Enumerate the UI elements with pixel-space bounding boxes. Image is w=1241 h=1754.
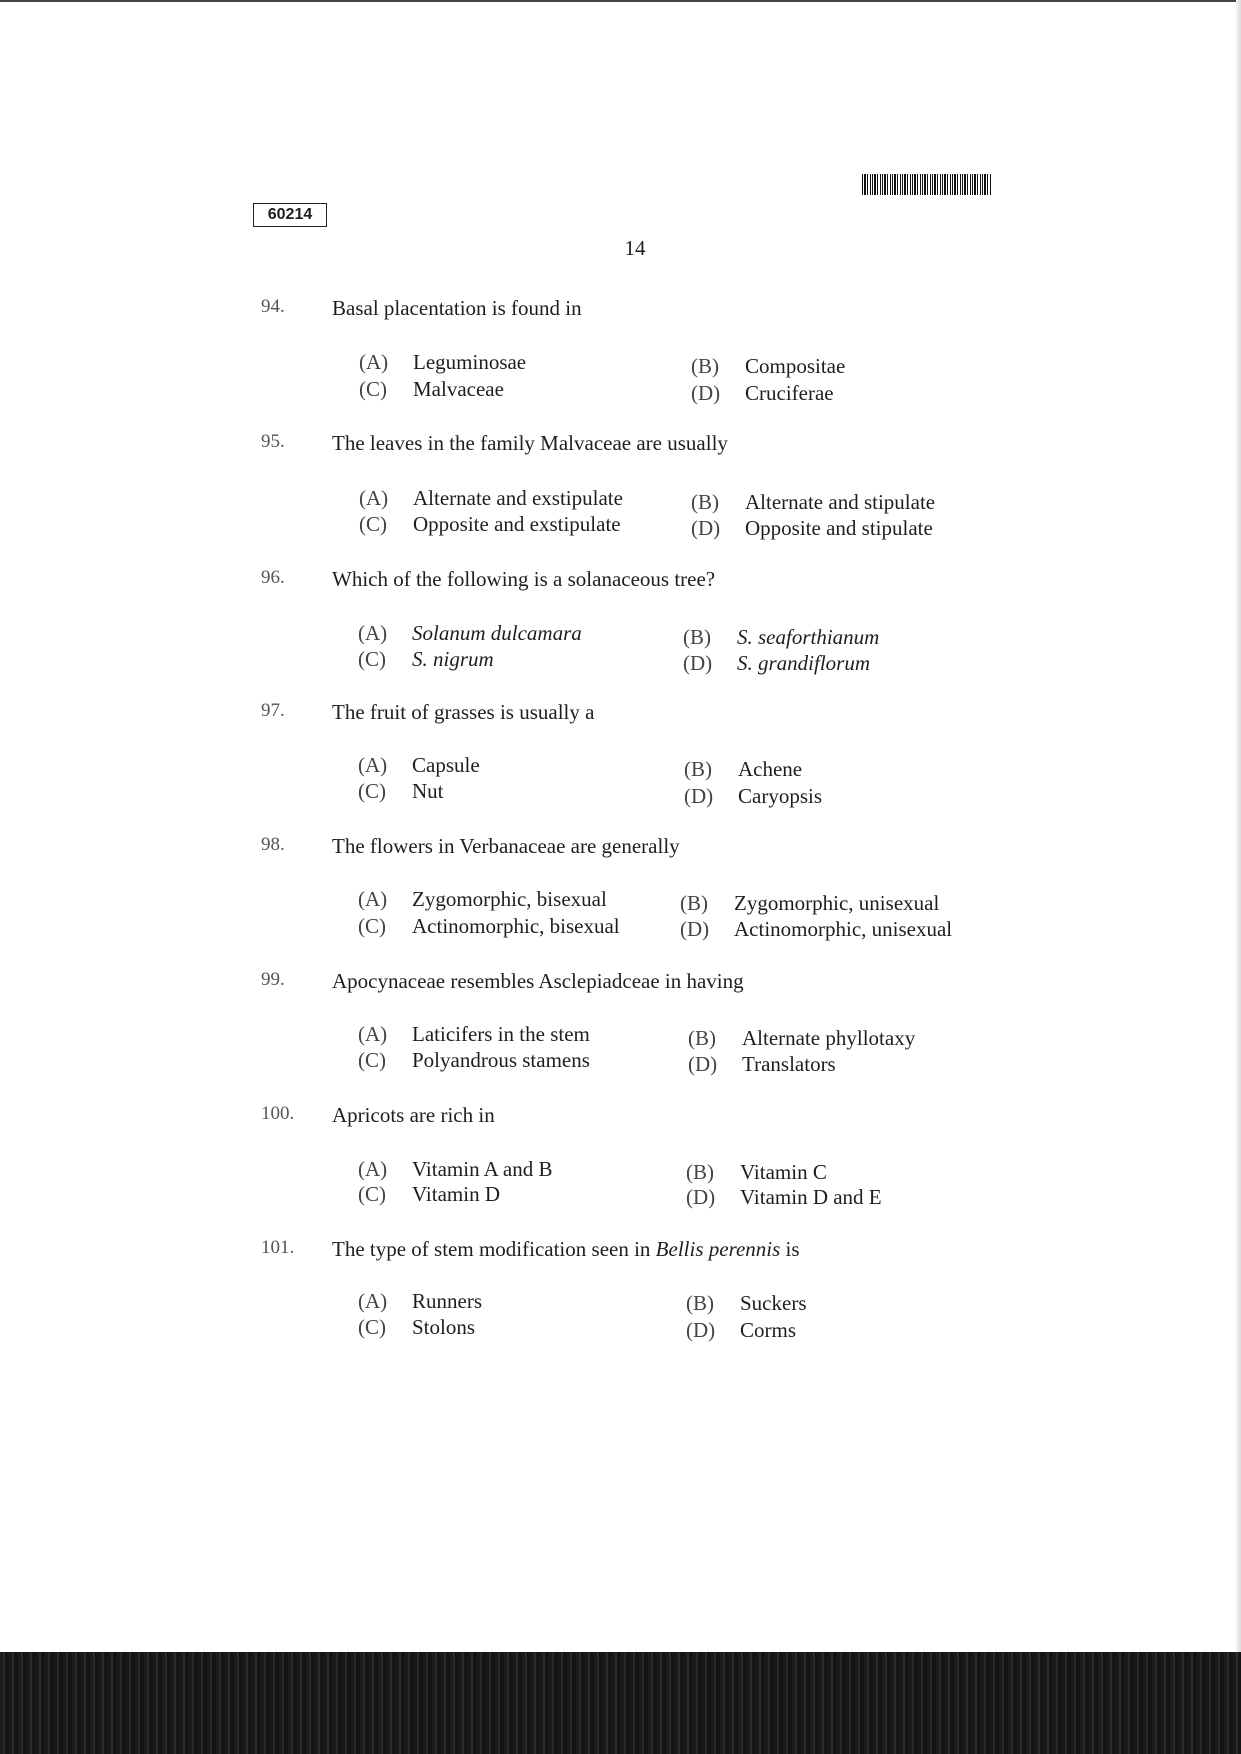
option-b: (B) Compositae (691, 354, 846, 378)
option-c: (C) Opposite and exstipulate (359, 512, 621, 536)
option-b: (B) Achene (684, 757, 803, 781)
option-c: (C) Actinomorphic, bisexual (358, 914, 620, 938)
question-text: The flowers in Verbanaceae are generally (332, 834, 680, 858)
scanner-shadow (0, 1652, 1241, 1754)
question-text: Apocynaceae resembles Asclepiadceae in having (332, 969, 744, 993)
option-d: (D) Vitamin D and E (686, 1185, 882, 1209)
option-a: (A) Solanum dulcamara (358, 621, 582, 645)
question-number: 99. (261, 969, 285, 990)
option-d: (D) Cruciferae (691, 381, 834, 405)
question-number: 101. (261, 1237, 295, 1258)
question-text: Apricots are rich in (332, 1103, 495, 1127)
barcode (862, 174, 992, 195)
question-number: 100. (261, 1103, 295, 1124)
option-d: (D) Opposite and stipulate (691, 516, 933, 540)
option-a: (A) Zygomorphic, bisexual (358, 887, 607, 911)
option-c: (C) Vitamin D (358, 1182, 500, 1206)
question-number: 97. (261, 700, 285, 721)
option-a: (A) Vitamin A and B (358, 1157, 553, 1181)
option-c: (C) Nut (358, 779, 444, 803)
question-text: The leaves in the family Malvaceae are usually (332, 431, 728, 455)
option-d: (D) Corms (686, 1318, 797, 1342)
option-c: (C) S. nigrum (358, 647, 494, 671)
page-number: 14 (624, 236, 646, 260)
question-text: The type of stem modification seen in Bellis perennis is (332, 1237, 800, 1261)
option-b: (B) Alternate phyllotaxy (688, 1026, 916, 1050)
option-c: (C) Stolons (358, 1315, 476, 1339)
option-b: (B) S. seaforthianum (683, 625, 880, 649)
option-c: (C) Polyandrous stamens (358, 1048, 590, 1072)
page-top-edge (0, 0, 1241, 2)
page-right-edge (1236, 0, 1241, 1652)
option-a: (A) Leguminosae (359, 350, 527, 374)
question-text: Basal placentation is found in (332, 296, 582, 320)
option-a: (A) Laticifers in the stem (358, 1022, 590, 1046)
question-number: 98. (261, 834, 285, 855)
option-d: (D) Caryopsis (684, 784, 822, 808)
question-text: Which of the following is a solanaceous tree? (332, 567, 716, 591)
option-d: (D) Actinomorphic, unisexual (680, 917, 953, 941)
question-number: 94. (261, 296, 285, 317)
option-c: (C) Malvaceae (359, 377, 504, 401)
question-number: 96. (261, 567, 285, 588)
option-b: (B) Alternate and stipulate (691, 490, 936, 514)
option-a: (A) Alternate and exstipulate (359, 486, 623, 510)
option-b: (B) Zygomorphic, unisexual (680, 891, 940, 915)
option-d: (D) Translators (688, 1052, 836, 1076)
option-d: (D) S. grandiflorum (683, 651, 871, 675)
option-a: (A) Capsule (358, 753, 480, 777)
option-a: (A) Runners (358, 1289, 482, 1313)
question-number: 95. (261, 431, 285, 452)
paper-code-box: 60214 (253, 203, 327, 227)
option-b: (B) Suckers (686, 1291, 807, 1315)
option-b: (B) Vitamin C (686, 1160, 827, 1184)
question-text: The fruit of grasses is usually a (332, 700, 595, 724)
